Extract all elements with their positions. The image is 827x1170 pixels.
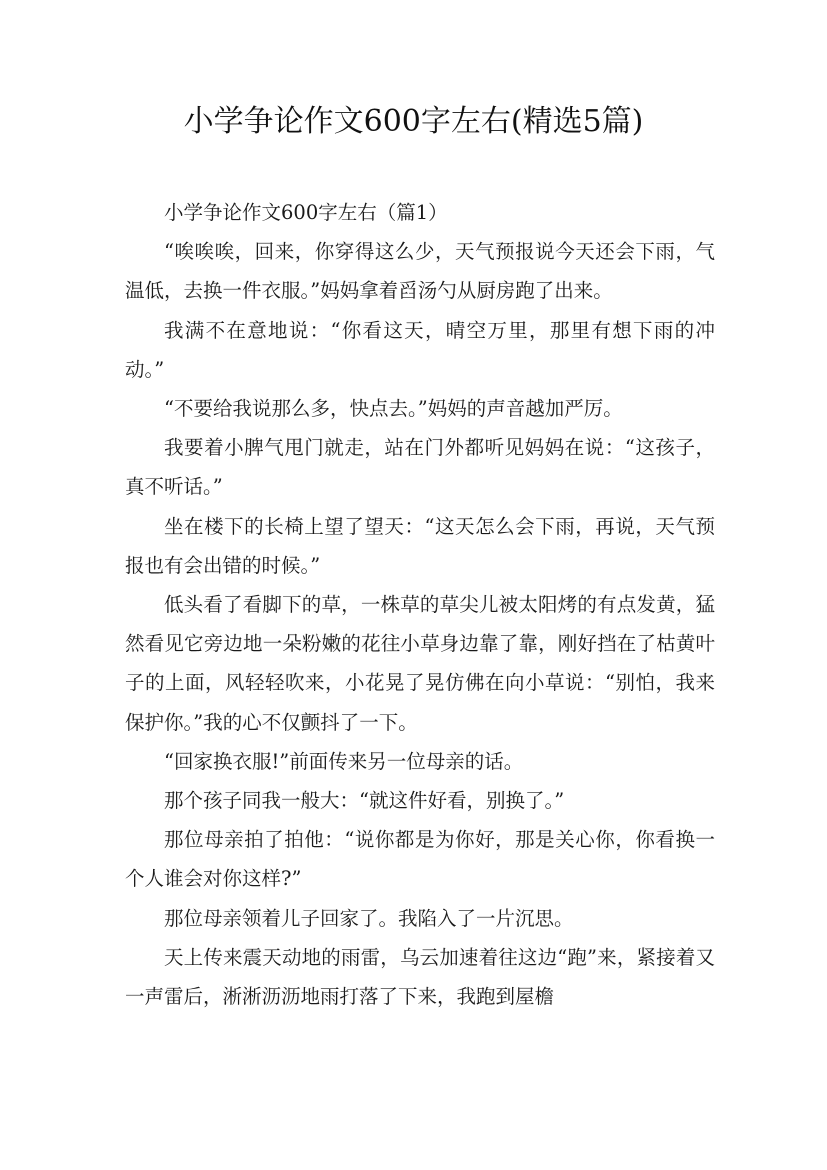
paragraph: 低头看了看脚下的草，一株草的草尖儿被太阳烤的有点发黄，猛然看见它旁边地一朵粉嫩的花往小草身边靠了靠，刚好挡在了枯黄叶子的上面，风轻轻吹来，小花晃了晃仿佛在向小草说：“别怕，我来保护你。”我的心不仅颤抖了一下。 [125, 593, 715, 734]
paragraph: “唉唉唉，回来，你穿得这么少，天气预报说今天还会下雨，气温低，去换一件衣服。”妈妈拿着舀汤勺从厨房跑了出来。 [125, 240, 715, 303]
paragraph: “不要给我说那么多，快点去。”妈妈的声音越加严厉。 [164, 397, 623, 421]
paragraph: 那个孩子同我一般大：“就这件好看，别换了。” [164, 789, 565, 813]
paragraph: 我要着小脾气甩门就走，站在门外都听见妈妈在说：“这孩子，真不听话。” [125, 436, 715, 499]
paragraph: 我满不在意地说：“你看这天，晴空万里，那里有想下雨的冲动。” [125, 318, 715, 381]
paragraph: 那位母亲拍了拍他：“说你都是为你好，那是关心你，你看换一个人谁会对你这样?” [125, 828, 715, 891]
section-heading: 小学争论作文600字左右（篇1） [164, 201, 448, 224]
document-body [125, 193, 715, 1016]
paragraph: “回家换衣服!”前面传来另一位母亲的话。 [164, 749, 524, 773]
paragraph: 那位母亲领着儿子回家了。我陷入了一片沉思。 [164, 906, 574, 930]
paragraph: 天上传来震天动地的雨雷，乌云加速着往这边“跑”来，紧接着又一声雷后，淅淅沥沥地雨打落了下来，我跑到屋檐 [125, 945, 715, 1009]
paragraph: 坐在楼下的长椅上望了望天：“这天怎么会下雨，再说，天气预报也有会出错的时候。” [125, 514, 715, 577]
document-title: 小学争论作文600字左右(精选5篇) [183, 104, 644, 139]
